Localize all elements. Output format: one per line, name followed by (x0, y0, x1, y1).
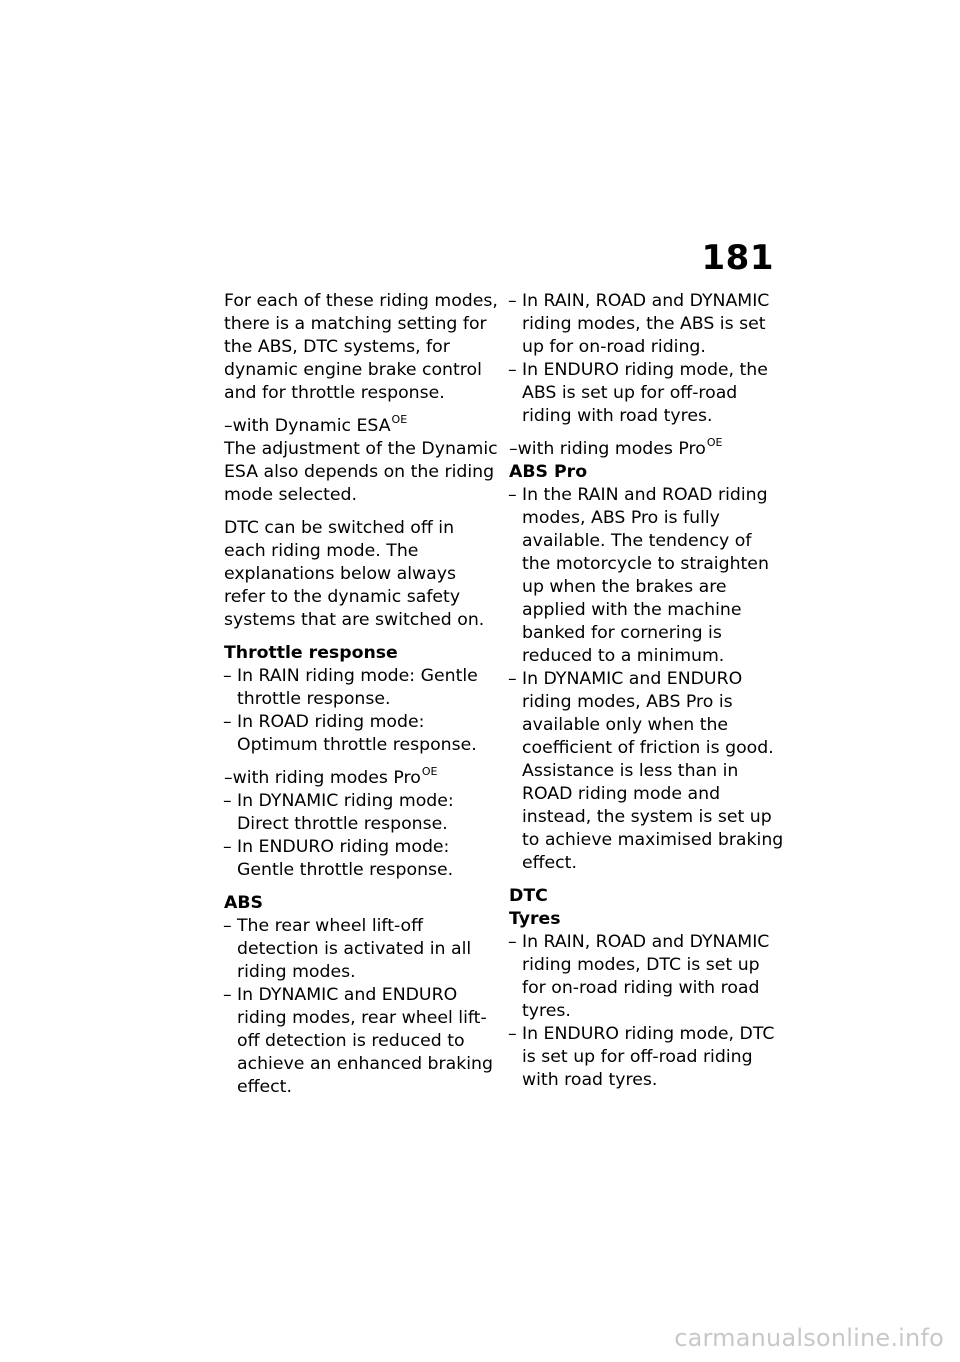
dtc-heading: DTC (509, 886, 548, 906)
dtc-paragraph: DTC can be switched off in each riding mode. The explanations below always refer to the dynamic safety systems that are switched on. (224, 518, 485, 630)
oe-superscript: OE (391, 413, 408, 426)
abs-pro-list (509, 484, 784, 875)
right-column (509, 290, 784, 1102)
dynamic-esa-option-line (224, 415, 499, 438)
throttle-response-heading: Throttle response (224, 643, 398, 663)
list-item: – In ROAD riding mode: Optimum throttle response. (224, 711, 499, 757)
list-item: – In ENDURO riding mode, DTC is set up for off-road riding with road tyres. (509, 1023, 784, 1092)
abs-list (224, 915, 499, 1099)
tyres-heading: Tyres (509, 909, 561, 929)
abs-pro-heading: ABS Pro (509, 462, 588, 482)
dynamic-esa-paragraph: The adjustment of the Dynamic ESA also depends on the riding mode selected. (224, 439, 498, 505)
dynamic-esa-label: –with Dynamic ESA (224, 416, 391, 436)
pro-throttle-list (224, 790, 499, 882)
abs-mode-list (509, 290, 784, 428)
list-item: – The rear wheel lift-off detection is activated in all riding modes. (224, 915, 499, 984)
list-item: – In DYNAMIC riding mode: Direct throttle response. (224, 790, 499, 836)
tyres-list (509, 931, 784, 1092)
list-item: – In ENDURO riding mode: Gentle throttle response. (224, 836, 499, 882)
list-item: – In ENDURO riding mode, the ABS is set up for off-road riding with road tyres. (509, 359, 784, 428)
abs-heading: ABS (224, 893, 263, 913)
intro-paragraph: For each of these riding modes, there is a matching setting for the ABS, DTC systems, for dynamic engine brake control and for throttle response. (224, 291, 498, 403)
riding-modes-pro-label: –with riding modes Pro (509, 439, 706, 459)
list-item: – In DYNAMIC and ENDURO riding modes, rear wheel lift-off detection is reduced to achieve an enhanced braking effect. (224, 984, 499, 1099)
list-item: – In RAIN, ROAD and DYNAMIC riding modes, the ABS is set up for on-road riding. (509, 290, 784, 359)
list-item: – In DYNAMIC and ENDURO riding modes, ABS Pro is available only when the coefficient of friction is good. Assistance is less than in ROAD riding mode and instead, the system is set up to achieve maximised braking effect. (509, 668, 784, 875)
list-item: – In the RAIN and ROAD riding modes, ABS Pro is fully available. The tendency of the motorcycle to straighten up when the brakes are applied with the machine banked for cornering is reduced to a minimum. (509, 484, 784, 668)
page-number: 181 (701, 238, 774, 278)
watermark: carmanualsonline.info (674, 1324, 944, 1352)
list-item: – In RAIN riding mode: Gentle throttle response. (224, 665, 499, 711)
riding-modes-pro-option-line (509, 438, 784, 461)
oe-superscript: OE (421, 765, 438, 778)
left-column (224, 290, 499, 1109)
riding-modes-pro-label: –with riding modes Pro (224, 768, 421, 788)
throttle-list (224, 665, 499, 757)
list-item: – In RAIN, ROAD and DYNAMIC riding modes, DTC is set up for on-road riding with road tyres. (509, 931, 784, 1023)
riding-modes-pro-option-line (224, 767, 499, 790)
oe-superscript: OE (706, 436, 723, 449)
